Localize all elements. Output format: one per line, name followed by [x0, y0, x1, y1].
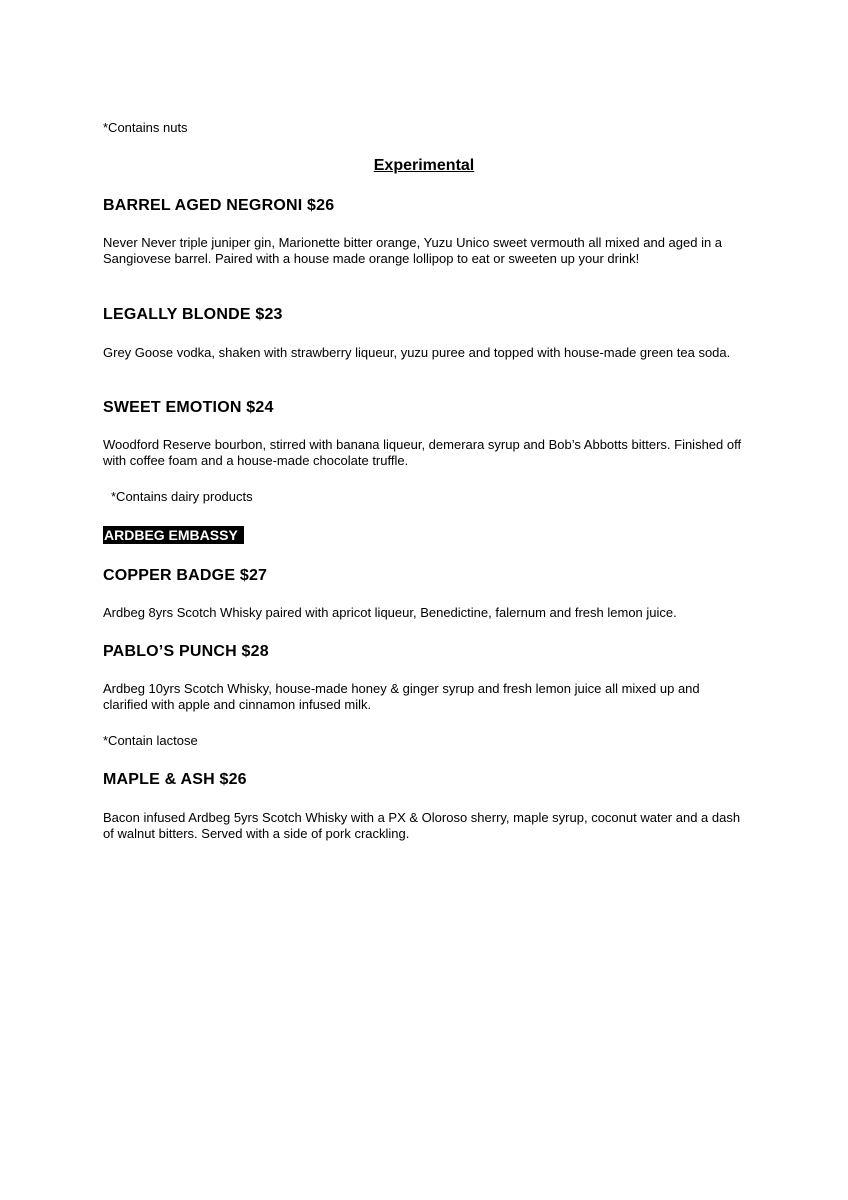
drink-description: Grey Goose vodka, shaken with strawberry liqueur, yuzu puree and topped with house-made green tea soda. — [103, 345, 731, 360]
drink-description: Ardbeg 8yrs Scotch Whisky paired with apricot liqueur, Benedictine, falernum and fresh lemon juice. — [103, 605, 677, 620]
ardbeg-section-title: ARDBEG EMBASSY — [103, 526, 244, 544]
drink-title: LEGALLY BLONDE $23 — [103, 306, 283, 323]
drink-description: Bacon infused Ardbeg 5yrs Scotch Whisky with a PX & Oloroso sherry, maple syrup, coconut water and a dash of walnut bitters. Served with a side of pork crackling. — [103, 810, 741, 841]
drink-description: Woodford Reserve bourbon, stirred with banana liqueur, demerara syrup and Bob’s Abbotts bitters. Finished off with coffee foam and a house-made chocolate truffle. — [103, 437, 742, 468]
drink-description: Never Never triple juniper gin, Marionette bitter orange, Yuzu Unico sweet vermouth all mixed and aged in a Sangiovese barrel. Paired with a house made orange lollipop to eat or sweeten up your drink! — [103, 235, 723, 266]
drink-title: COPPER BADGE $27 — [103, 567, 268, 584]
contains-dairy-note: *Contains dairy products — [111, 489, 253, 504]
drink-title: BARREL AGED NEGRONI $26 — [103, 197, 335, 214]
contains-lactose-note: *Contain lactose — [103, 733, 198, 748]
contains-nuts-note: *Contains nuts — [103, 120, 188, 135]
drink-description: Ardbeg 10yrs Scotch Whisky, house-made honey & ginger syrup and fresh lemon juice all mixed up and clarified with apple and cinnamon infused milk. — [103, 681, 700, 712]
drink-title: MAPLE & ASH $26 — [103, 771, 247, 788]
drink-title: SWEET EMOTION $24 — [103, 399, 274, 416]
ardbeg-section-wrapper — [103, 527, 244, 545]
drink-title: PABLO’S PUNCH $28 — [103, 643, 269, 660]
experimental-section-title: Experimental — [373, 157, 475, 174]
